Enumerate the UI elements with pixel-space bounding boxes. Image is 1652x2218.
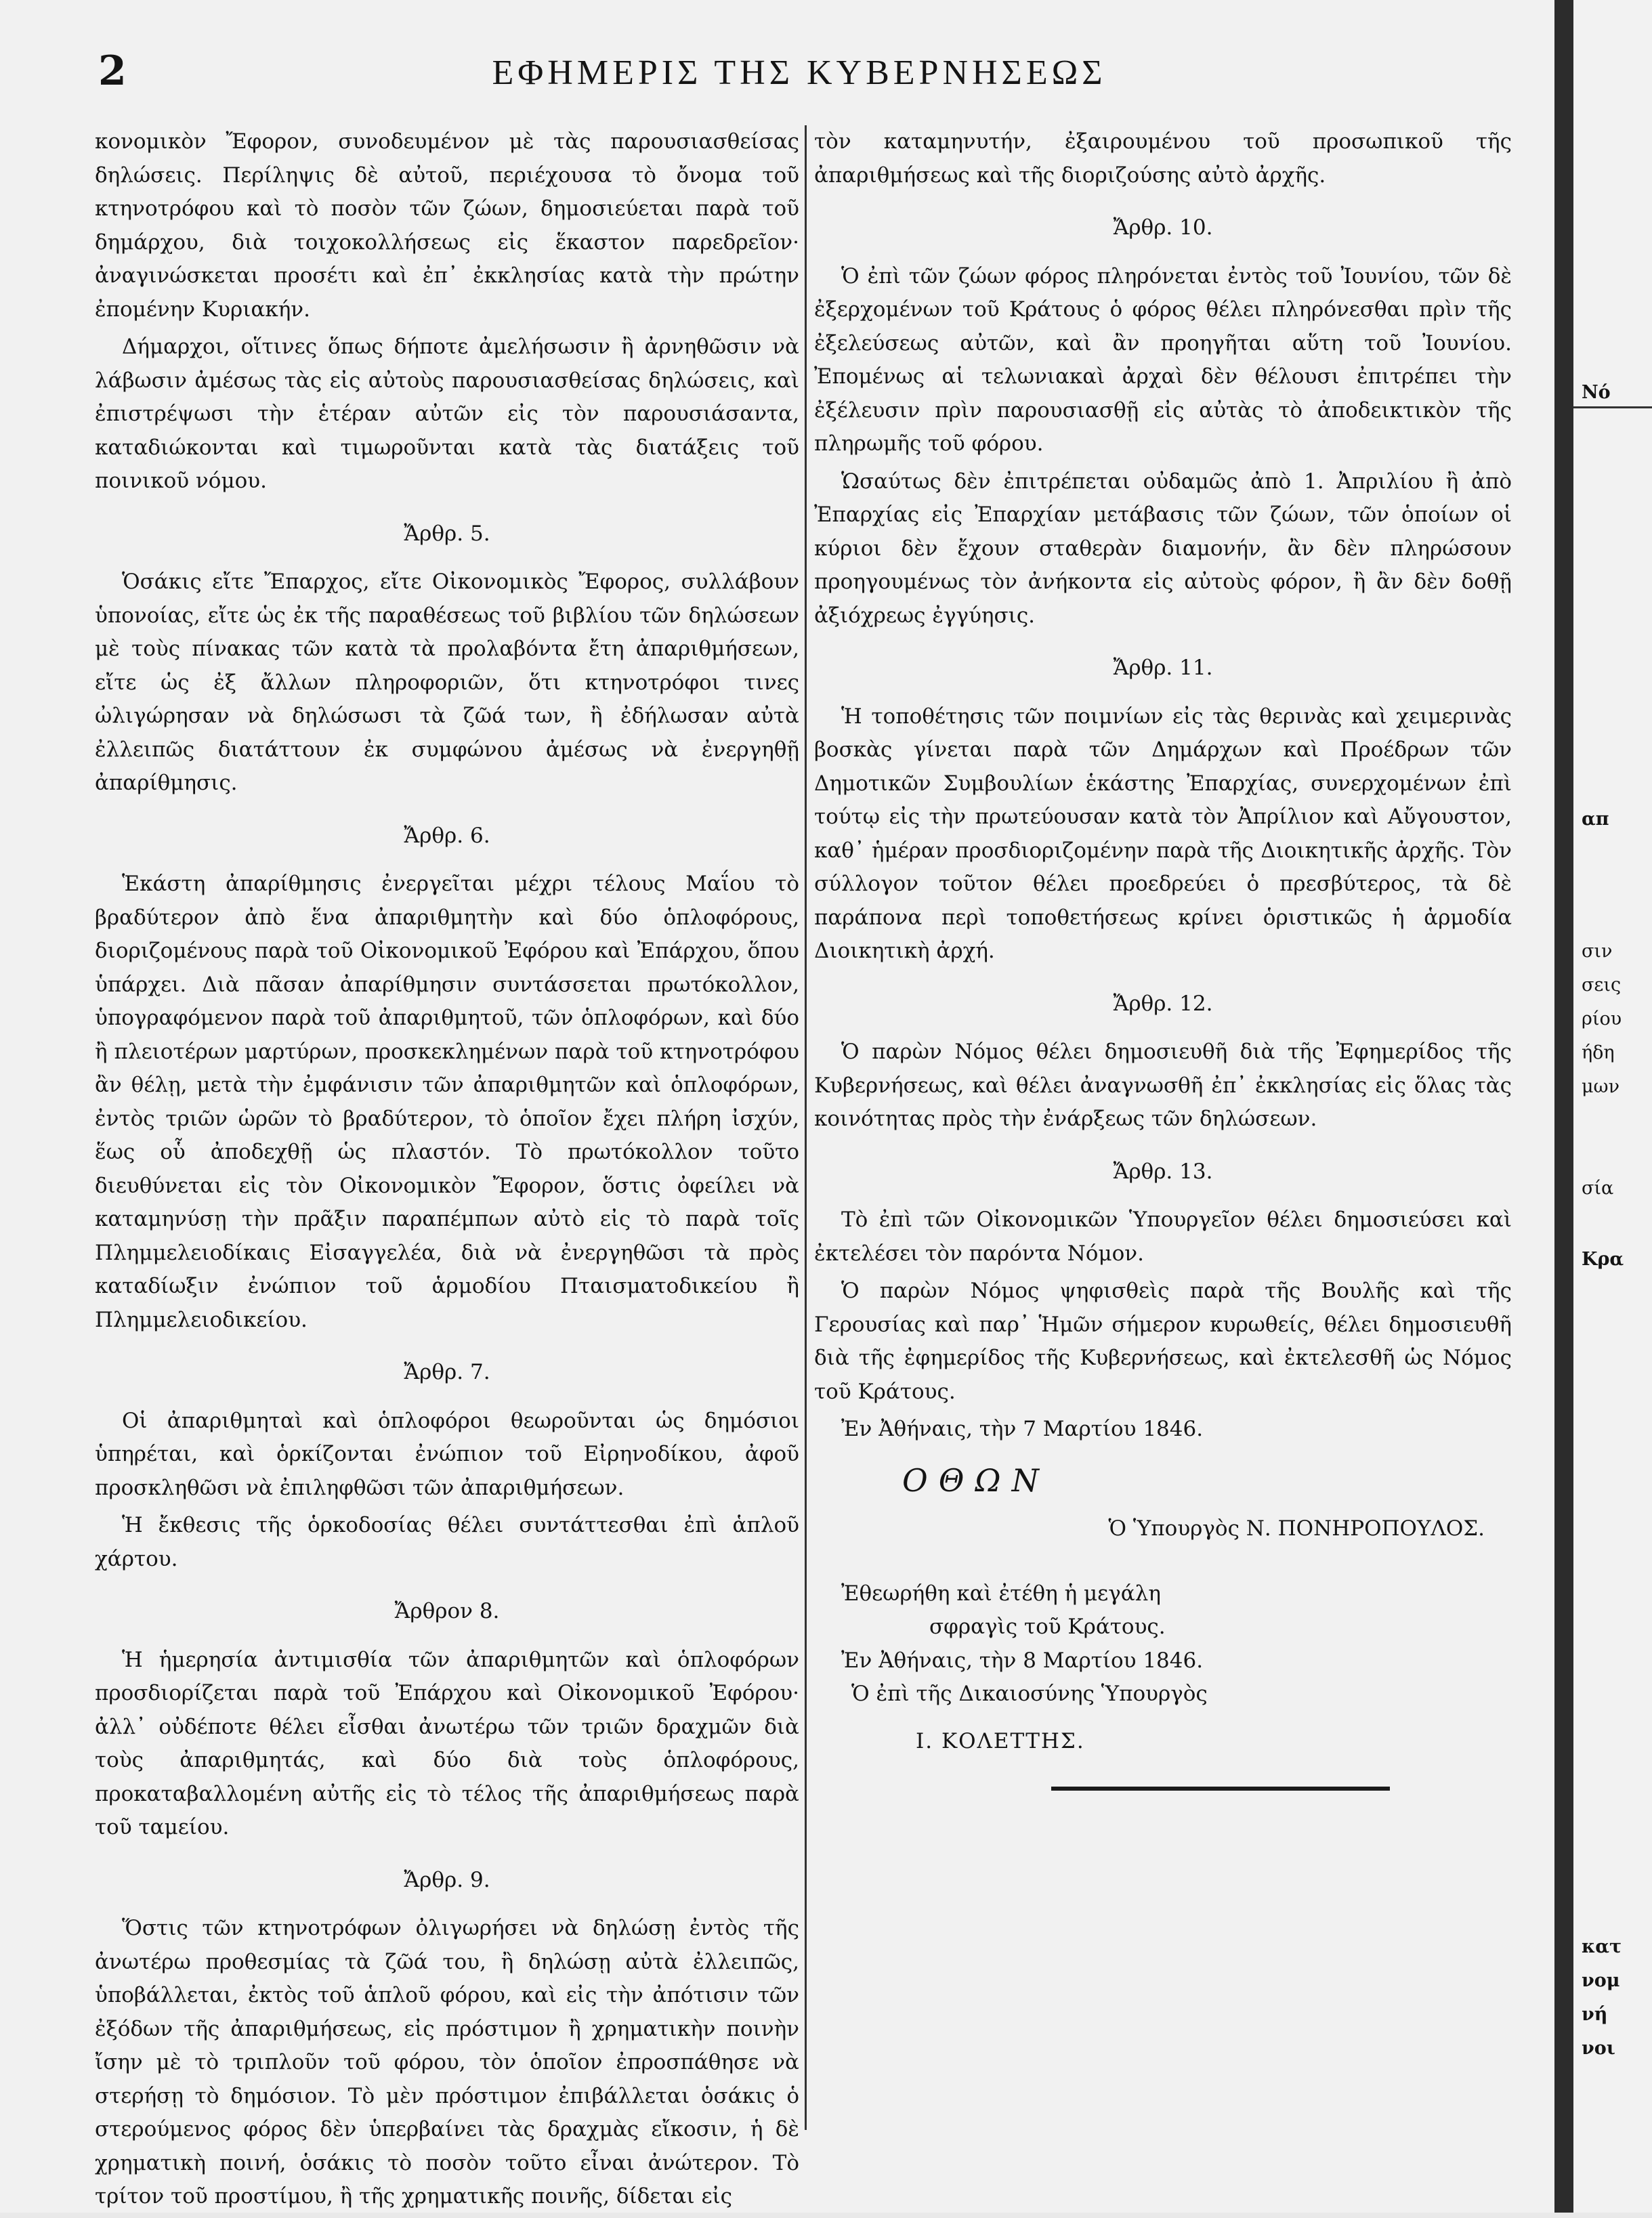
intro-paragraph-2: Δήμαρχοι, οἵτινες ὅπως δήποτε ἀμελήσωσιν ἢ ἀρνηθῶσιν νὰ λάβωσιν ἀμέσως τὰς εἰς αὐτοὺς παρουσιασθείσας δηλώσεις, καὶ ἐπιστρέψωσι τὴν ἑτέραν αὐτῶν εἰς τὸν παρουσιάσαντα, καταδιώκονται καὶ τιμωροῦνται κατὰ τὰς διατάξεις τοῦ ποινικοῦ νόμου. xyxy=(95,335,799,493)
end-rule xyxy=(1051,1787,1390,1791)
article-12-text: Ὁ παρὼν Νόμος θέλει δημοσιευθῆ διὰ τῆς Ἐφημερίδος τῆς Κυβερνήσεως, καὶ θέλει ἀναγνωσθῆ ἐπ᾽ ἐκκλησίας εἰς ὅλας τὰς κοινότητας πρὸς τὴν ἐνάρξεως τῶν δηλώσεων. xyxy=(814,1040,1512,1131)
left-column xyxy=(95,125,799,2218)
seal-date: Ἐν Ἀθήναις, τὴν 8 Μαρτίου 1846. xyxy=(841,1648,1204,1673)
enactment-date: Ἐν Ἀθήναις, τὴν 7 Μαρτίου 1846. xyxy=(841,1417,1204,1441)
neighbor-fragment: σία xyxy=(1582,1178,1614,1199)
article-13-heading: Ἄρθρ. 13. xyxy=(1113,1159,1213,1184)
neighbor-fragment: σιν xyxy=(1582,941,1613,962)
page-number: 2 xyxy=(98,47,127,95)
neighbor-fragment: μων xyxy=(1582,1076,1619,1097)
article-9-heading: Ἄρθρ. 9. xyxy=(404,1867,490,1892)
neighbor-fragment: απ xyxy=(1582,809,1609,830)
article-5-heading: Ἄρθρ. 5. xyxy=(404,521,490,546)
page-gutter xyxy=(1554,0,1573,2213)
article-7-text-2: Ἡ ἔκθεσις τῆς ὁρκοδοσίας θέλει συντάττεσθαι ἐπὶ ἁπλοῦ χάρτου. xyxy=(95,1513,799,1571)
article-10-text-2: Ὡσαύτως δὲν ἐπιτρέπεται οὐδαμῶς ἀπὸ 1. Ἀπριλίου ἢ ἀπὸ Ἐπαρχίας εἰς Ἐπαρχίαν μετάβασις τῶν ζώων, τῶν ὁποίων οἱ κύριοι δὲν ἔχουν σταθερὰν διαμονήν, ἂν δὲν πληρώσουν προηγουμένως τὸν ἀνήκοντα εἰς αὐτοὺς φόρον, ἢ ἂν δὲν δοθῇ ἀξιόχρεως ἐγγύησις. xyxy=(814,469,1512,628)
article-10-text: Ὁ ἐπὶ τῶν ζώων φόρος πληρόνεται ἐντὸς τοῦ Ἰουνίου, τῶν δὲ ἐξερχομένων τοῦ Κράτους ὁ φόρος θέλει πληρόνεσθαι πρὶν τῆς ἐξελεύσεως αὐτῶν, καὶ ἂν προηγῆται αὕτη τοῦ Ἰουνίου. Ἐπομένως αἱ τελωνιακαὶ ἀρχαὶ δὲν θέλουσι ἐπιτρέπει τὴν ἐξέλευσιν πρὶν παρουσιασθῇ εἰς αὐτὰς τὸ ἀποδεικτικὸν τῆς πληρωμῆς τοῦ φόρου. xyxy=(814,263,1512,456)
article-6-heading: Ἄρθρ. 6. xyxy=(404,823,490,848)
intro-paragraph-1: κονομικὸν Ἔφορον, συνοδευμένον μὲ τὰς παρουσιασθείσας δηλώσεις. Περίληψις δὲ αὐτοῦ, περιέχουσα τὸ ὄνομα τοῦ κτηνοτρόφου καὶ τὸ ποσὸν τῶν ζώων, δημοσιεύεται παρὰ τοῦ δημάρχου, διὰ τοιχοκολλήσεως εἰς ἕκαστον παρεδρεῖον· ἀναγινώσκεται προσέτι καὶ ἐπ᾽ ἐκκλησίας κατὰ τὴν πρώτην ἐπομένην Κυριακήν. xyxy=(95,129,799,322)
article-8-heading: Ἄρθρον 8. xyxy=(394,1599,500,1623)
neighbor-fragment: ρίου xyxy=(1582,1008,1622,1029)
neighbor-fragment: νοι xyxy=(1582,2038,1615,2059)
article-8-text: Ἡ ἡμερησία ἀντιμισθία τῶν ἀπαριθμητῶν καὶ ὁπλοφόρων προσδιορίζεται παρὰ τοῦ Ἐπάρχου καὶ Οἰκονομικοῦ Ἐφόρου· ἀλλ᾽ οὐδέποτε θέλει εἶσθαι ἀνωτέρω τῶν τριῶν δραχμῶν διὰ τοὺς ἀπαριθμητάς, καὶ δύο διὰ τοὺς ὁπλοφόρους, προκαταβαλλομένη αὐτῆς εἰς τὸ τέλος τῆς ἀπαριθμήσεως παρὰ τοῦ ταμείου. xyxy=(95,1647,799,1839)
article-6-text: Ἑκάστη ἀπαρίθμησις ἐνεργεῖται μέχρι τέλους Μαΐου τὸ βραδύτερον ἀπὸ ἕνα ἀπαριθμητὴν καὶ δύο ὁπλοφόρους, διοριζομένους παρὰ τοῦ Οἰκονομικοῦ Ἐφόρου καὶ Ἐπάρχου, ὅπου ὑπάρχει. Διὰ πᾶσαν ἀπαρίθμησιν συντάσσεται πρωτόκολλον, ὑπογραφόμενον παρὰ τοῦ ἀπαριθμητοῦ, τῶν ὁπλοφόρων, καὶ δύο ἢ πλειοτέρων μαρτύρων, προσκεκλημένων παρὰ τοῦ κτηνοτρόφου ἂν θέλῃ, μετὰ τὴν ἐμφάνισιν τῶν ἀπαριθμητῶν καὶ ὁπλοφόρων, ἐντὸς τριῶν ὡρῶν τὸ βραδύτερον, τὸ ὁποῖον ἔχει πλήρη ἰσχύν, ἕως οὗ ἀποδεχθῇ ὡς πλαστόν. Τὸ πρωτόκολλον τοῦτο διευθύνεται εἰς τὸν Οἰκονομικὸν Ἔφορον, ὅστις ὀφείλει νὰ καταμηνύσῃ τὴν πρᾶξιν παραπέμπων αὐτὸ εἰς τὸ παρὰ τοῖς Πλημμελειοδίκαις Εἰσαγγελέα, διὰ νὰ ἐνεργηθῶσι τὰ πρὸς καταδίωξιν ἐνώπιον τοῦ ἁρμοδίου Πταισματοδικείου ἢ Πλημμελειοδικείου. xyxy=(95,872,799,1332)
article-10-heading: Ἄρθρ. 10. xyxy=(1113,215,1213,240)
column-divider xyxy=(805,125,807,2130)
right-column xyxy=(814,125,1512,1791)
article-7-heading: Ἄρθρ. 7. xyxy=(404,1360,490,1384)
article-7-text: Οἱ ἀπαριθμηταὶ καὶ ὁπλοφόροι θεωροῦνται ὡς δημόσιοι ὑπηρέται, καὶ ὁρκίζονται ἐνώπιον τοῦ Εἰρηνοδίκου, ἀφοῦ προσκληθῶσι νὰ ἐπιληφθῶσι τῶν ἀπαριθμήσεων. xyxy=(95,1408,799,1500)
neighbor-fragment: νή xyxy=(1582,2004,1608,2025)
seal-note-line-2: σφραγὶς τοῦ Κράτους. xyxy=(929,1615,1166,1639)
page-header xyxy=(85,41,1514,102)
neighbor-fragment: ήδη xyxy=(1582,1042,1615,1063)
article-13-text: Τὸ ἐπὶ τῶν Οἰκονομικῶν Ὑπουργεῖον θέλει δημοσιεύσει καὶ ἐκτελέσει τὸν παρόντα Νόμον. xyxy=(814,1208,1512,1266)
article-5-text: Ὁσάκις εἴτε Ἔπαρχος, εἴτε Οἰκονομικὸς Ἔφορος, συλλάβουν ὑπονοίας, εἴτε ὡς ἐκ τῆς παραθέσεως τοῦ βιβλίου τῶν δηλώσεων μὲ τοὺς πίνακας τῶν κατὰ τὰ προλαβόντα ἔτη ἀπαριθμήσεων, εἴτε ὡς ἐξ ἄλλων πληροφοριῶν, ὅτι κτηνοτρόφοι τινες ὠλιγώρησαν νὰ δηλώσωσι τὰ ζῶά των, ἢ ἐδήλωσαν αὐτὰ ἐλλειπῶς διατάττουν ἐκ συμφώνου ἀμέσως νὰ ἐνεργηθῇ ἀπαρίθμησις. xyxy=(95,570,799,795)
neighbor-fragment: Νό xyxy=(1582,382,1611,403)
article-9-text: Ὅστις τῶν κτηνοτρόφων ὀλιγωρήσει νὰ δηλώσῃ ἐντὸς τῆς ἀνωτέρω προθεσμίας τὰ ζῶά του, ἢ δηλώσῃ αὐτὰ ἐλλειπῶς, ὑποβάλλεται, ἐκτὸς τοῦ ἁπλοῦ φόρου, καὶ εἰς τὴν ἀπότισιν τῶν ἐξόδων τῆς ἀπαριθμήσεως, εἰς πρόστιμον ἢ χρηματικὴν ποινὴν ἴσην μὲ τὸ τριπλοῦν τοῦ φόρου, τὸν ὁποῖον ἐπροσπάθησε νὰ στερήσῃ τὸ δημόσιον. Τὸ μὲν πρόστιμον ἐπιβάλλεται ὁσάκις ὁ στερούμενος φόρος δὲν ὑπερβαίνει τὰς δραχμὰς εἴκοσιν, ἡ δὲ χρηματικὴ ποινή, ὁσάκις τὸ ποσὸν τοῦτο εἶναι ἀνώτερον. Τὸ τρίτον τοῦ προστίμου, ἢ τῆς χρηματικῆς ποινῆς, δίδεται εἰς xyxy=(95,1916,799,2209)
journal-title: ΕΦΗΜΕΡΙΣ ΤΗΣ ΚΥΒΕΡΝΗΣΕΩΣ xyxy=(492,54,1107,92)
closing-paragraph: Ὁ παρὼν Νόμος ψηφισθεὶς παρὰ τῆς Βουλῆς καὶ τῆς Γερουσίας καὶ παρ᾽ Ἡμῶν σήμερον κυρωθείς, θέλει δημοσιευθῆ διὰ τῆς ἐφημερίδος τῆς Κυβερνήσεως, καὶ ἐκτελεσθῆ ὡς Νόμος τοῦ Κράτους. xyxy=(814,1279,1512,1404)
article-12-heading: Ἄρθρ. 12. xyxy=(1113,991,1213,1016)
justice-minister-name: Ι. ΚΟΛΕΤΤΗΣ. xyxy=(916,1728,1085,1753)
neighbor-fragment: σεις xyxy=(1582,975,1622,996)
article-11-heading: Ἄρθρ. 11. xyxy=(1113,656,1213,680)
continuation-paragraph: τὸν καταμηνυτήν, ἐξαιρουμένου τοῦ προσωπικοῦ τῆς ἀπαριθμήσεως καὶ τῆς διοριζούσης αὐτὸ ἀρχῆς. xyxy=(814,129,1512,188)
king-signature: ΟΘΩΝ xyxy=(902,1462,1050,1499)
neighbor-fragment: Κρα xyxy=(1582,1249,1624,1270)
article-11-text: Ἡ τοποθέτησις τῶν ποιμνίων εἰς τὰς θερινὰς καὶ χειμερινὰς βοσκὰς γίνεται παρὰ τῶν Δημάρχων καὶ Προέδρων τῶν Δημοτικῶν Συμβουλίων ἑκάστης Ἐπαρχίας, συνερχομένων ἐπὶ τούτῳ εἰς τὴν πρωτεύουσαν κατὰ τὸν Ἀπρίλιον καὶ Αὔγουστον, καθ᾽ ἡμέραν προσδιοριζομένην παρὰ τῆς Διοικητικῆς ἀρχῆς. Τὸν σύλλογον τοῦτον θέλει προεδρεύει ὁ πρεσβύτερος, τὰ δὲ παράπονα περὶ τοποθετήσεως κρίνει ὁριστικῶς ἡ ἁρμοδία Διοικητικὴ ἀρχή. xyxy=(814,704,1512,963)
neighbor-fragment: νομ xyxy=(1582,1970,1620,1991)
neighbor-fragment: κατ xyxy=(1582,1936,1622,1957)
minister-signature: Ὁ Ὑπουργὸς Ν. ΠΟΝΗΡΟΠΟΥΛΟΣ. xyxy=(1108,1516,1485,1541)
justice-minister-title: Ὁ ἐπὶ τῆς Δικαιοσύνης Ὑπουργὸς xyxy=(851,1682,1208,1706)
seal-note-line-1: Ἐθεωρήθη καὶ ἐτέθη ἡ μεγάλη xyxy=(841,1581,1161,1606)
neighbor-page-edge xyxy=(1573,0,1652,2213)
